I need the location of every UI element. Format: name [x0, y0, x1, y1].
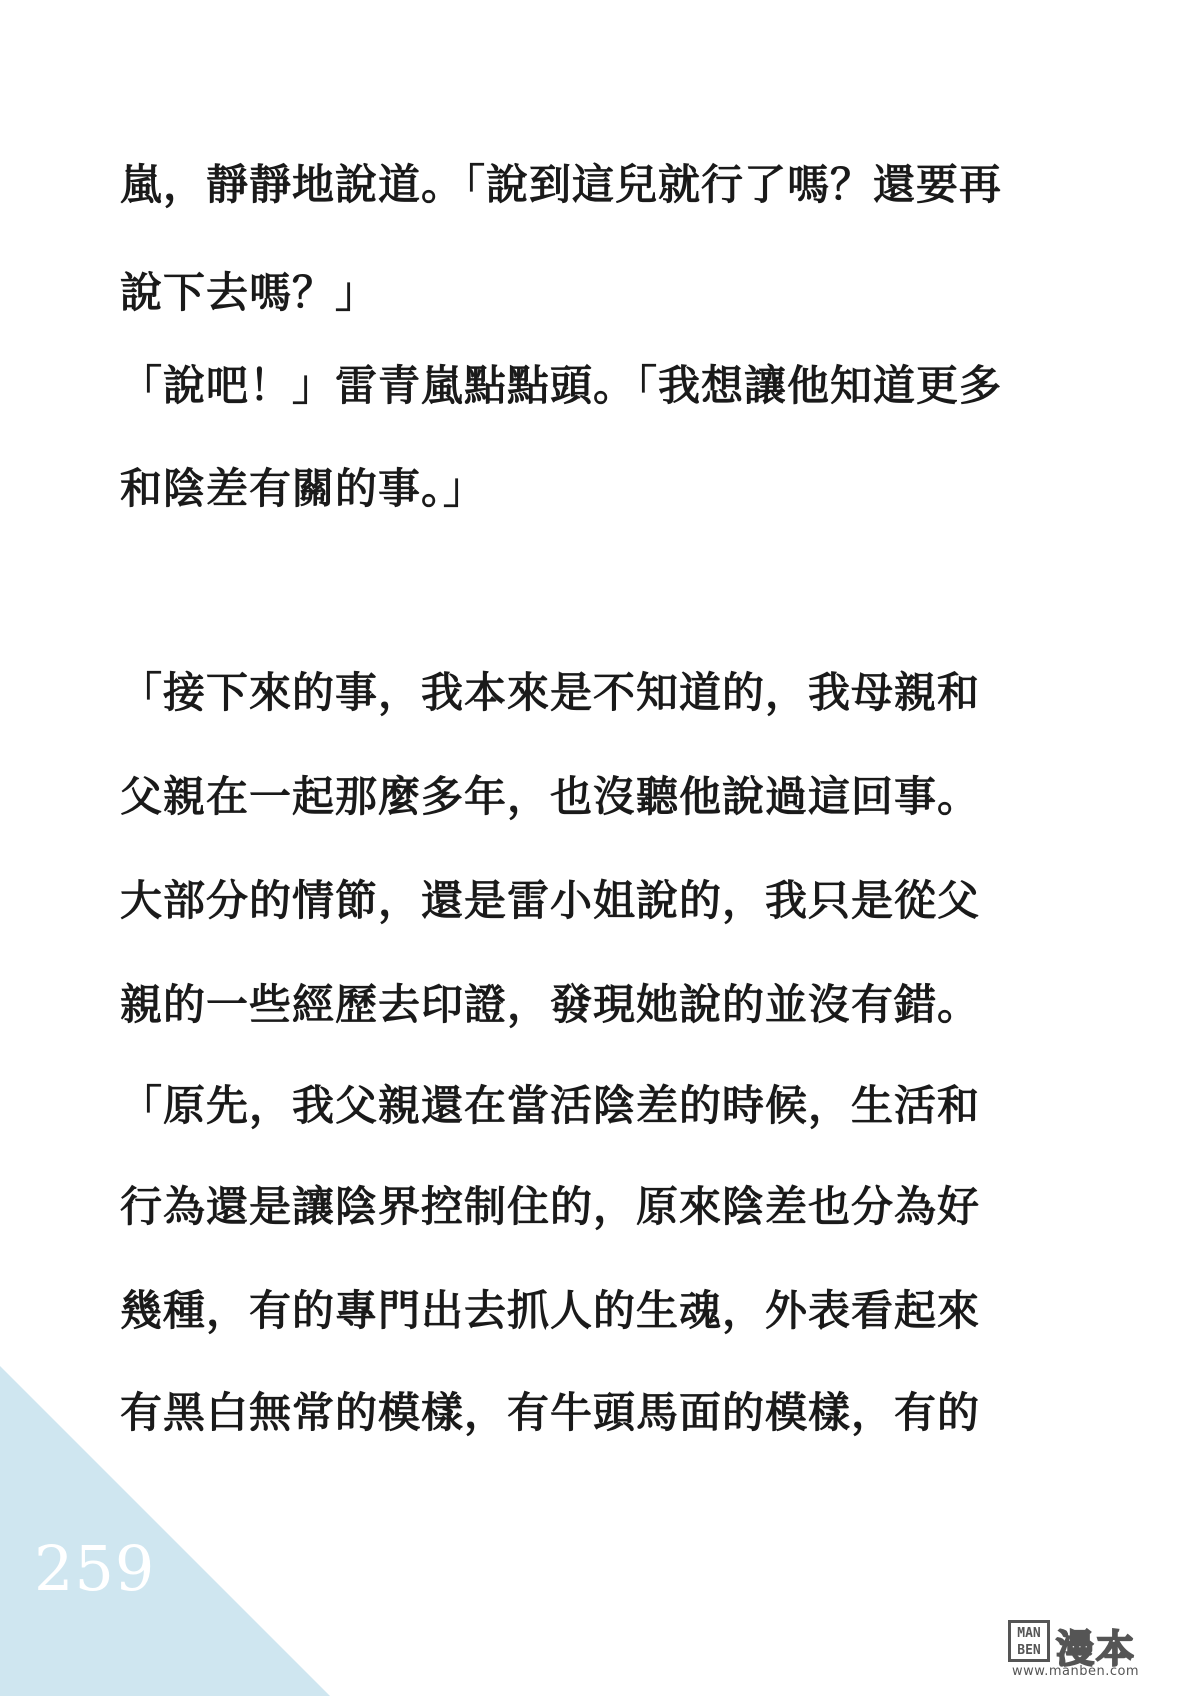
text-line: 和陰差有關的事。」	[120, 464, 487, 513]
text-line: 有黑白無常的模樣，有牛頭馬面的模樣，有的	[120, 1388, 981, 1437]
text-line: 幾種，有的專門出去抓人的生魂，外表看起來	[120, 1286, 981, 1335]
page-number: 259	[34, 1532, 156, 1605]
watermark-logo-text: 漫本	[1056, 1627, 1137, 1671]
text-line: 「接下來的事，我本來是不知道的，我母親和	[120, 668, 981, 717]
watermark	[1008, 1620, 1178, 1680]
text-line: 「原先，我父親還在當活陰差的時候，生活和	[120, 1081, 981, 1130]
watermark-logo-box: MAN BEN	[1008, 1620, 1050, 1662]
text-line: 「說吧！」雷青嵐點點頭。「我想讓他知道更多	[120, 361, 1003, 410]
text-line: 大部分的情節，還是雷小姐說的，我只是從父	[120, 876, 981, 925]
text-line: 說下去嗎？」	[120, 268, 379, 317]
text-line: 親的一些經歷去印證，發現她說的並沒有錯。	[120, 980, 981, 1029]
text-line: 嵐，靜靜地說道。「說到這兒就行了嗎？還要再	[120, 160, 1003, 209]
watermark-url: www.manben.com	[1012, 1664, 1140, 1679]
text-line: 行為還是讓陰界控制住的，原來陰差也分為好	[120, 1182, 981, 1231]
text-line: 父親在一起那麼多年，也沒聽他說過這回事。	[120, 772, 981, 821]
